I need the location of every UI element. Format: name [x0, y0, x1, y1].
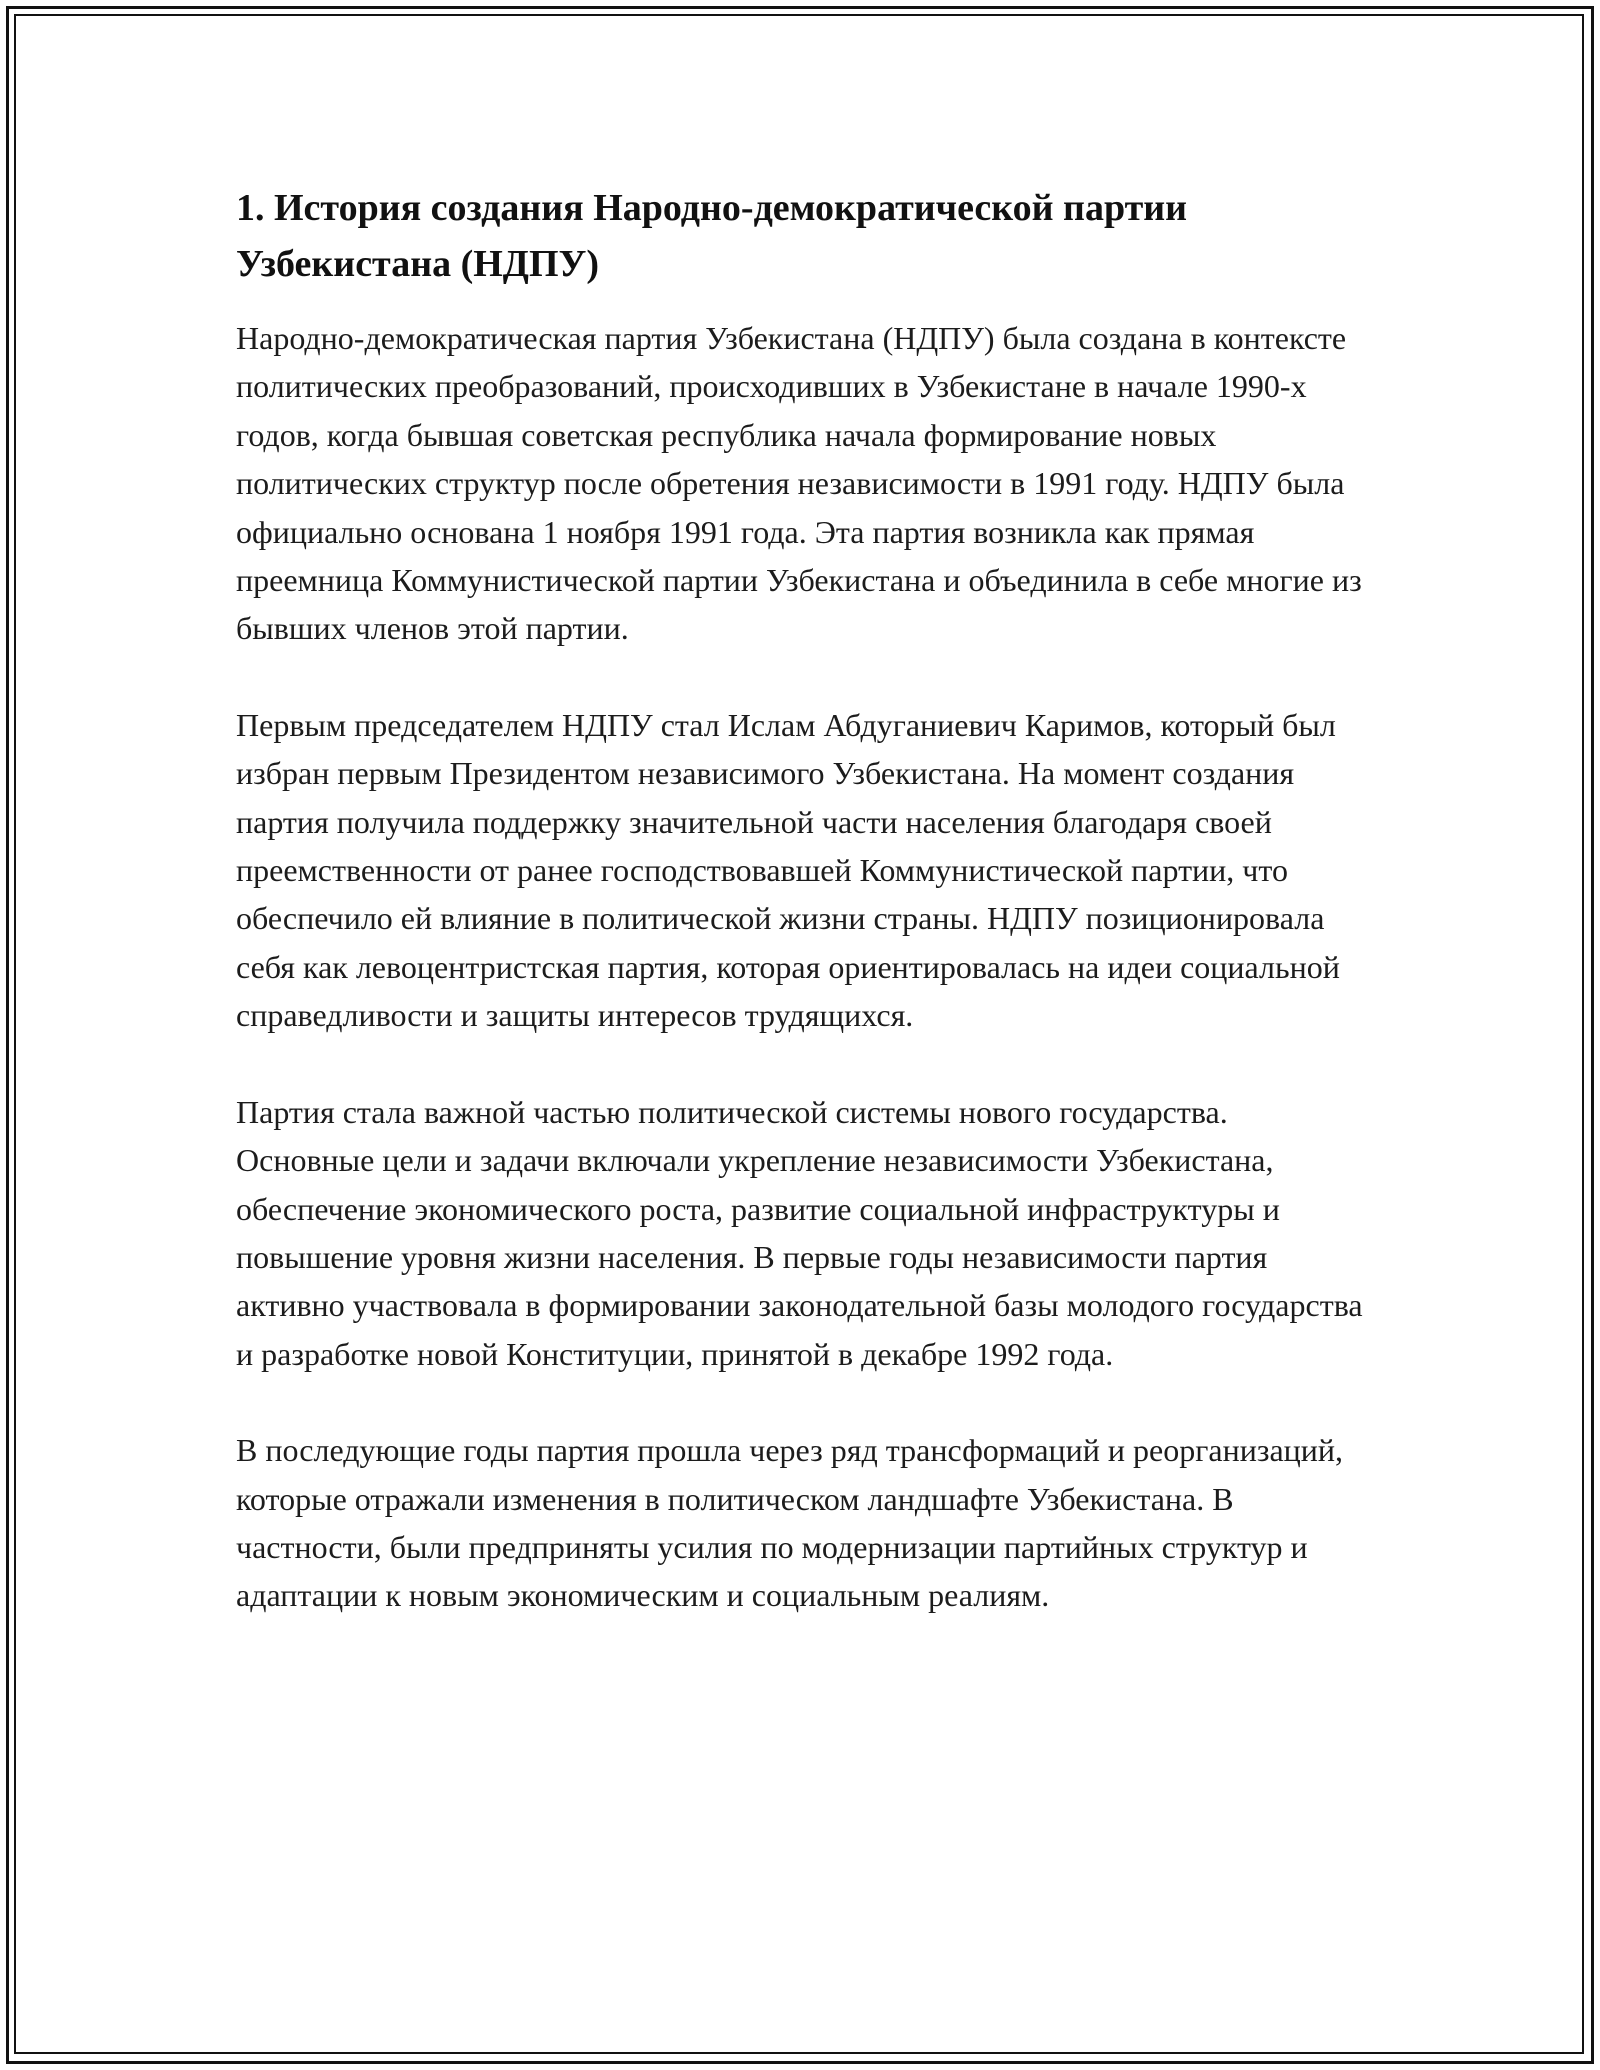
paragraph-2: Первым председателем НДПУ стал Ислам Абдуганиевич Каримов, который был избран первым Президентом независимого Узбекистана. На момент создания партия получила поддержку значительной части населения благодаря своей преемственности от ранее господствовавшей Коммунистической партии, что обеспечило ей влияние в политической жизни страны. НДПУ позиционировала себя как левоцентристская партия, которая ориентировалась на идеи социальной справедливости и защиты интересов трудящихся.	[236, 706, 1340, 1034]
document-body	[236, 180, 1366, 1668]
paragraph-3: Партия стала важной частью политической системы нового государства. Основные цели и задачи включали укрепление независимости Узбекистана, обеспечение экономического роста, развитие социальной инфраструктуры и повышение уровня жизни населения. В первые годы независимости партия активно участвовала в формировании законодательной базы молодого государства и разработке новой Конституции, принятой в декабре 1992 года.	[236, 1093, 1363, 1372]
paragraph-1: Народно-демократическая партия Узбекистана (НДПУ) была создана в контексте политических преобразований, происходивших в Узбекистане в начале 1990-х годов, когда бывшая советская республика начала формирование новых политических структур после обретения независимости в 1991 году. НДПУ была официально основана 1 ноября 1991 года. Эта партия возникла как прямая преемница Коммунистической партии Узбекистана и объединила в себе многие из бывших членов этой партии.	[236, 320, 1362, 647]
paragraph-4: В последующие годы партия прошла через ряд трансформаций и реорганизаций, которые отражали изменения в политическом ландшафте Узбекистана. В частности, были предприняты усилия по модернизации партийных структур и адаптации к новым экономическим и социальным реалиям.	[236, 1432, 1344, 1614]
section-heading: 1. История создания Народно-демократической партии Узбекистана (НДПУ)	[236, 187, 1188, 285]
